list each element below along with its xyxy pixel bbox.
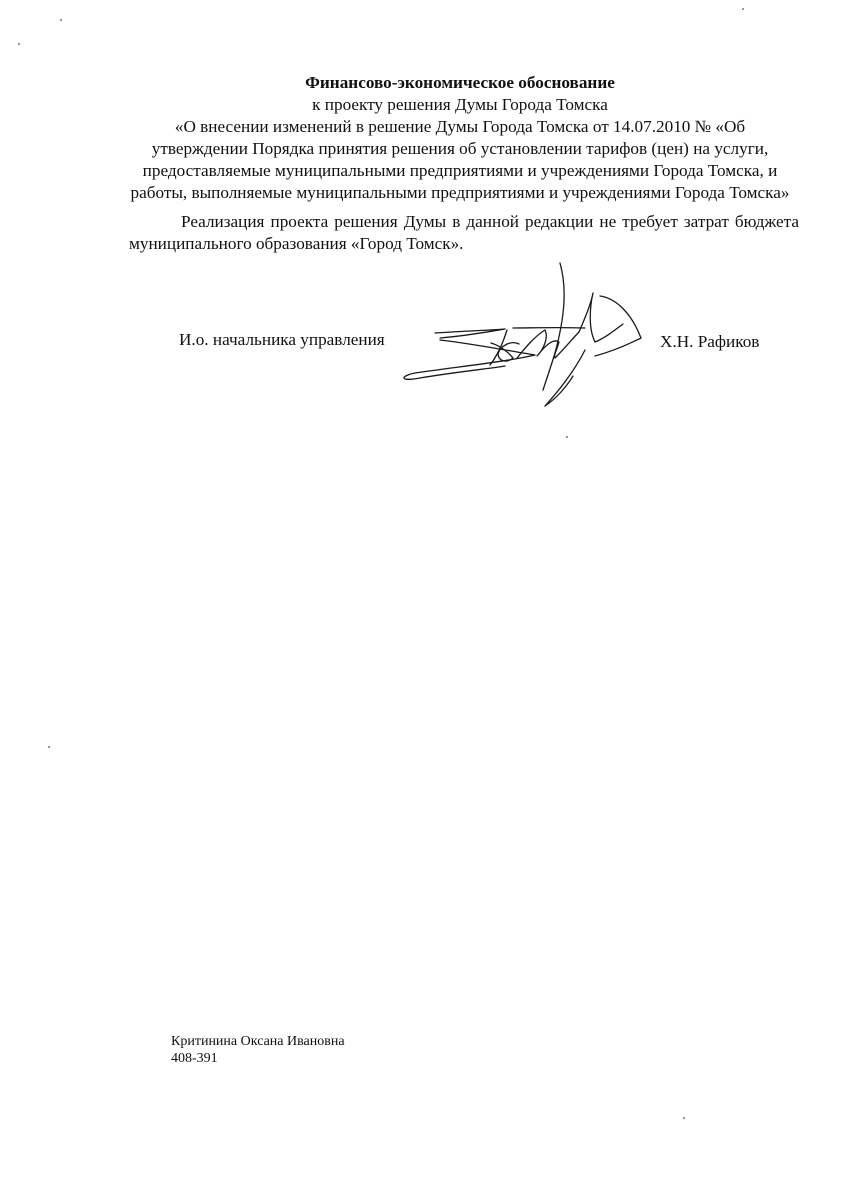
subject-line: работы, выполняемые муниципальными предприятиями и учреждениями Города Томска» (130, 183, 790, 202)
scan-speck (60, 19, 62, 21)
subject-line: предоставляемые муниципальными предприятиями и учреждениями Города Томска, и (142, 161, 778, 180)
scan-speck (683, 1117, 685, 1119)
subject-line: «О внесении изменений в решение Думы Города Томска от 14.07.2010 № «Об (174, 117, 746, 136)
executor-phone: 408-391 (171, 1051, 218, 1066)
signature-image (395, 258, 670, 418)
signer-name: Х.Н. Рафиков (660, 332, 760, 351)
document-title: Финансово-экономическое обоснование (305, 73, 615, 92)
scan-speck (566, 436, 568, 438)
signer-position: И.о. начальника управления (179, 330, 385, 349)
document-subtitle: к проекту решения Думы Города Томска (312, 95, 608, 114)
subject-line: утверждении Порядка принятия решения об установлении тарифов (цен) на услуги, (151, 139, 769, 158)
body-paragraph: Реализация проекта решения Думы в данной редакции не требует затрат бюджета муниципального образования «Город Томск». (129, 212, 799, 253)
scan-speck (742, 8, 744, 10)
scan-speck (48, 746, 50, 748)
executor-name: Критинина Оксана Ивановна (171, 1034, 345, 1049)
scan-speck (18, 43, 20, 45)
header-block (120, 72, 800, 204)
executor-block (171, 1033, 345, 1067)
